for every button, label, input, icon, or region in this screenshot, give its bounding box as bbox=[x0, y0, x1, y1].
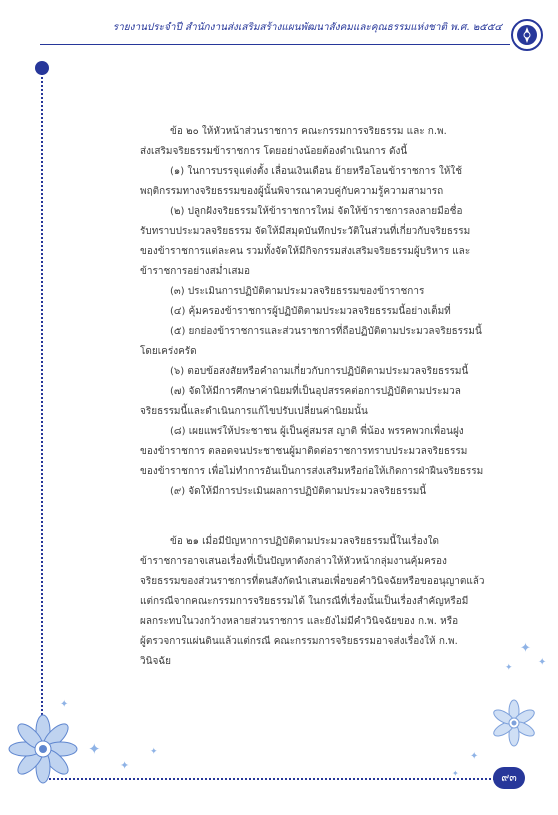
frame-left-border bbox=[41, 70, 43, 778]
clause-20-line: ข้อ ๒๐ ให้หัวหน้าส่วนราชการ คณะกรรมการจริยธรรม และ ก.พ. bbox=[170, 126, 447, 137]
page-number-badge: ๙๓ bbox=[493, 767, 525, 789]
clause-20-line: พฤติกรรมทางจริยธรรมของผู้นั้นพิจารณาควบคู่กับความรู้ความสามารถ bbox=[140, 186, 444, 197]
clause-20-line: ส่งเสริมจริยธรรมข้าราชการ โดยอย่างน้อยต้องดำเนินการ ดังนี้ bbox=[140, 146, 408, 157]
clause-20-line: (๑) ในการบรรจุแต่งตั้ง เลื่อนเงินเดือน ย้ายหรือโอนข้าราชการ ให้ใช้ bbox=[170, 166, 462, 177]
clause-20-line: (๗) จัดให้มีการศึกษาค่านิยมที่เป็นอุปสรรคต่อการปฏิบัติตามประมวล bbox=[170, 386, 461, 397]
clause-20-line: โดยเคร่งครัด bbox=[140, 346, 197, 357]
sparkle-icon: ✦ bbox=[505, 663, 513, 673]
sparkle-icon: ✦ bbox=[120, 759, 130, 772]
clause-20-line: รับทราบประมวลจริยธรรม จัดให้มีสมุดบันทึกประวัติในส่วนที่เกี่ยวกับจริยธรรม bbox=[140, 226, 471, 237]
clause-20-line: ของข้าราชการแต่ละคน รวมทั้งจัดให้มีกิจกรรมส่งเสริมจริยธรรมผู้บริหาร และ bbox=[140, 246, 471, 257]
header-rule bbox=[40, 44, 510, 45]
clause-20-line: ของข้าราชการ ตลอดจนประชาชนผู้มาติดต่อราชการทราบประมวลจริยธรรม bbox=[140, 446, 468, 457]
sparkle-icon: ✦ bbox=[60, 699, 69, 710]
clause-20-line: (๒) ปลูกฝังจริยธรรมให้ข้าราชการใหม่ จัดให้ข้าราชการลงลายมือชื่อ bbox=[170, 206, 463, 217]
clause-21-line: จริยธรรมของส่วนราชการที่ตนสังกัดนำเสนอเพื่อขอคำวินิจฉัยหรือขออนุญาตแล้ว bbox=[140, 576, 485, 587]
sparkle-icon: ✦ bbox=[88, 740, 101, 758]
clause-21-line: ข้าราชการอาจเสนอเรื่องที่เป็นปัญหาดังกล่าวให้หัวหน้ากลุ่มงานคุ้มครอง bbox=[140, 556, 447, 567]
page-header bbox=[0, 0, 558, 62]
sparkle-icon: ✦ bbox=[470, 751, 479, 762]
clause-21-line: ข้อ ๒๑ เมื่อมีปัญหาการปฏิบัติตามประมวลจริยธรรมนี้ในเรื่องใด bbox=[170, 536, 440, 547]
sparkle-icon: ✦ bbox=[452, 769, 459, 778]
clause-20-line: (๓) ประเมินการปฏิบัติตามประมวลจริยธรรมของข้าราชการ bbox=[170, 286, 425, 297]
page-body bbox=[140, 122, 488, 672]
clause-20-line: จริยธรรมนี้และดำเนินการแก้ไขปรับเปลี่ยนค่านิยมนั้น bbox=[140, 406, 368, 417]
clause-20-line: ของข้าราชการ เพื่อไม่ทำการอันเป็นการส่งเสริมหรือก่อให้เกิดการฝ่าฝืนจริยธรรม bbox=[140, 466, 484, 477]
clause-20-line: (๔) คุ้มครองข้าราชการผู้ปฏิบัติตามประมวลจริยธรรมนี้อย่างเต็มที่ bbox=[170, 306, 451, 317]
paragraph-gap bbox=[140, 502, 488, 532]
header-title: รายงานประจำปี สำนักงานส่งเสริมสร้างแผนพัฒนาสังคมและคุณธรรมแห่งชาติ พ.ศ. ๒๕๕๔ bbox=[112, 22, 502, 33]
sparkle-icon: ✦ bbox=[520, 641, 531, 656]
flower-ornament-icon bbox=[6, 712, 80, 786]
sparkle-icon: ✦ bbox=[150, 747, 158, 757]
frame-bottom-border bbox=[41, 778, 495, 780]
emblem-icon bbox=[510, 18, 544, 52]
clause-20-line: (๖) ตอบข้อสงสัยหรือคำถามเกี่ยวกับการปฏิบัติตามประมวลจริยธรรมนี้ bbox=[170, 366, 469, 377]
clause-20-line: ข้าราชการอย่างสม่ำเสมอ bbox=[140, 266, 251, 277]
clause-20-line: (๘) เผยแพร่ให้ประชาชน ผู้เป็นคู่สมรส ญาติ พี่น้อง พรรคพวกเพื่อนฝูง bbox=[170, 426, 464, 437]
clause-20-line: (๕) ยกย่องข้าราชการและส่วนราชการที่ถือปฏิบัติตามประมวลจริยธรรมนี้ bbox=[170, 326, 482, 337]
sparkle-icon: ✦ bbox=[538, 657, 547, 668]
clause-20-line: (๙) จัดให้มีการประเมินผลการปฏิบัติตามประมวลจริยธรรมนี้ bbox=[170, 486, 427, 497]
clause-21-line: ผลกระทบในวงกว้างหลายส่วนราชการ และยังไม่มีคำวินิจฉัยของ ก.พ. หรือ bbox=[140, 616, 459, 627]
clause-21-line: วินิจฉัย bbox=[140, 656, 171, 667]
clause-21-line: ผู้ตรวจการแผ่นดินแล้วแต่กรณี คณะกรรมการจริยธรรมอาจส่งเรื่องให้ ก.พ. bbox=[140, 636, 458, 647]
flower-ornament-icon bbox=[488, 697, 540, 749]
clause-21-line: แต่กรณีจากคณะกรรมการจริยธรรมได้ ในกรณีที่เรื่องนั้นเป็นเรื่องสำคัญหรือมี bbox=[140, 596, 469, 607]
